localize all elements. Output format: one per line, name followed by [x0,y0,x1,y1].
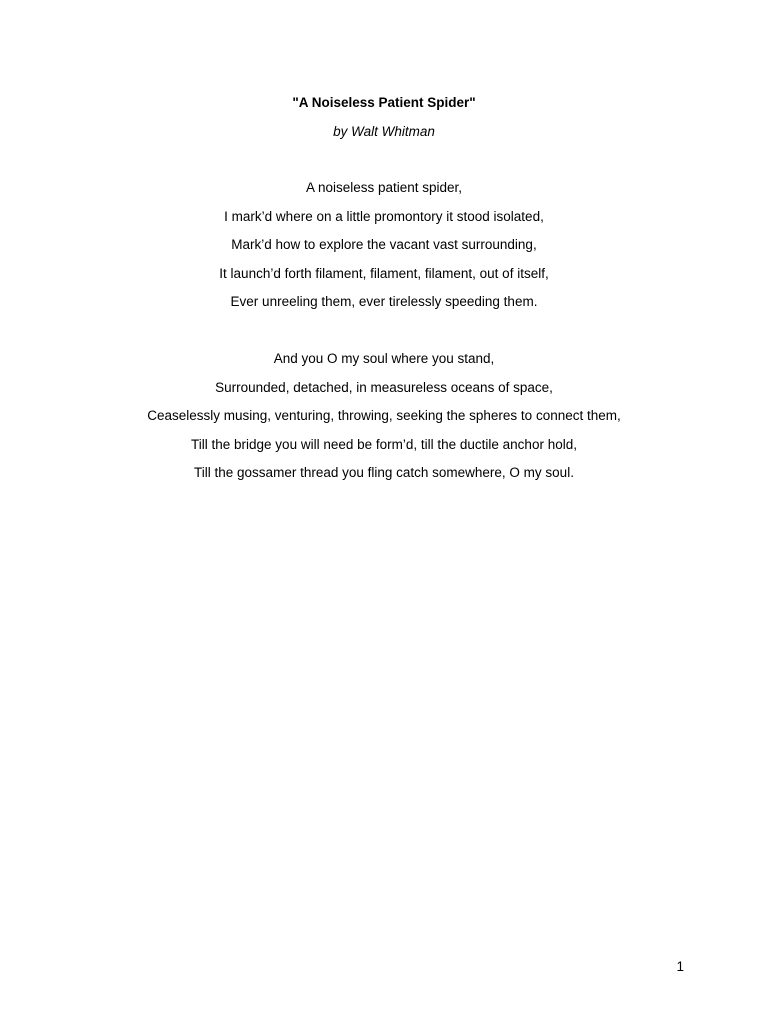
poem-line: Ever unreeling them, ever tirelessly speeding them. [230,294,538,309]
poem-line: Mark’d how to explore the vacant vast surrounding, [231,237,537,252]
stanza-1 [0,179,768,322]
poem-line: Till the gossamer thread you fling catch somewhere, O my soul. [194,465,574,480]
poem-line: A noiseless patient spider, [305,180,463,195]
poem-line: I mark’d where on a little promontory it stood isolated, [224,208,544,224]
stanza-2 [0,350,768,493]
poem-line: Ceaselessly musing, venturing, throwing, seeking the spheres to connect them, [147,408,621,423]
poem-line: And you O my soul where you stand, [273,351,495,366]
poem-line: Surrounded, detached, in measureless oceans of space, [215,379,553,395]
poem-title: "A Noiseless Patient Spider" [292,95,476,110]
poem-line: It launch’d forth filament, filament, filament, out of itself, [219,265,549,281]
poem-author: by Walt Whitman [333,124,435,139]
page-number: 1 [676,959,684,974]
poem-line: Till the bridge you will need be form’d, till the ductile anchor hold, [191,436,577,452]
